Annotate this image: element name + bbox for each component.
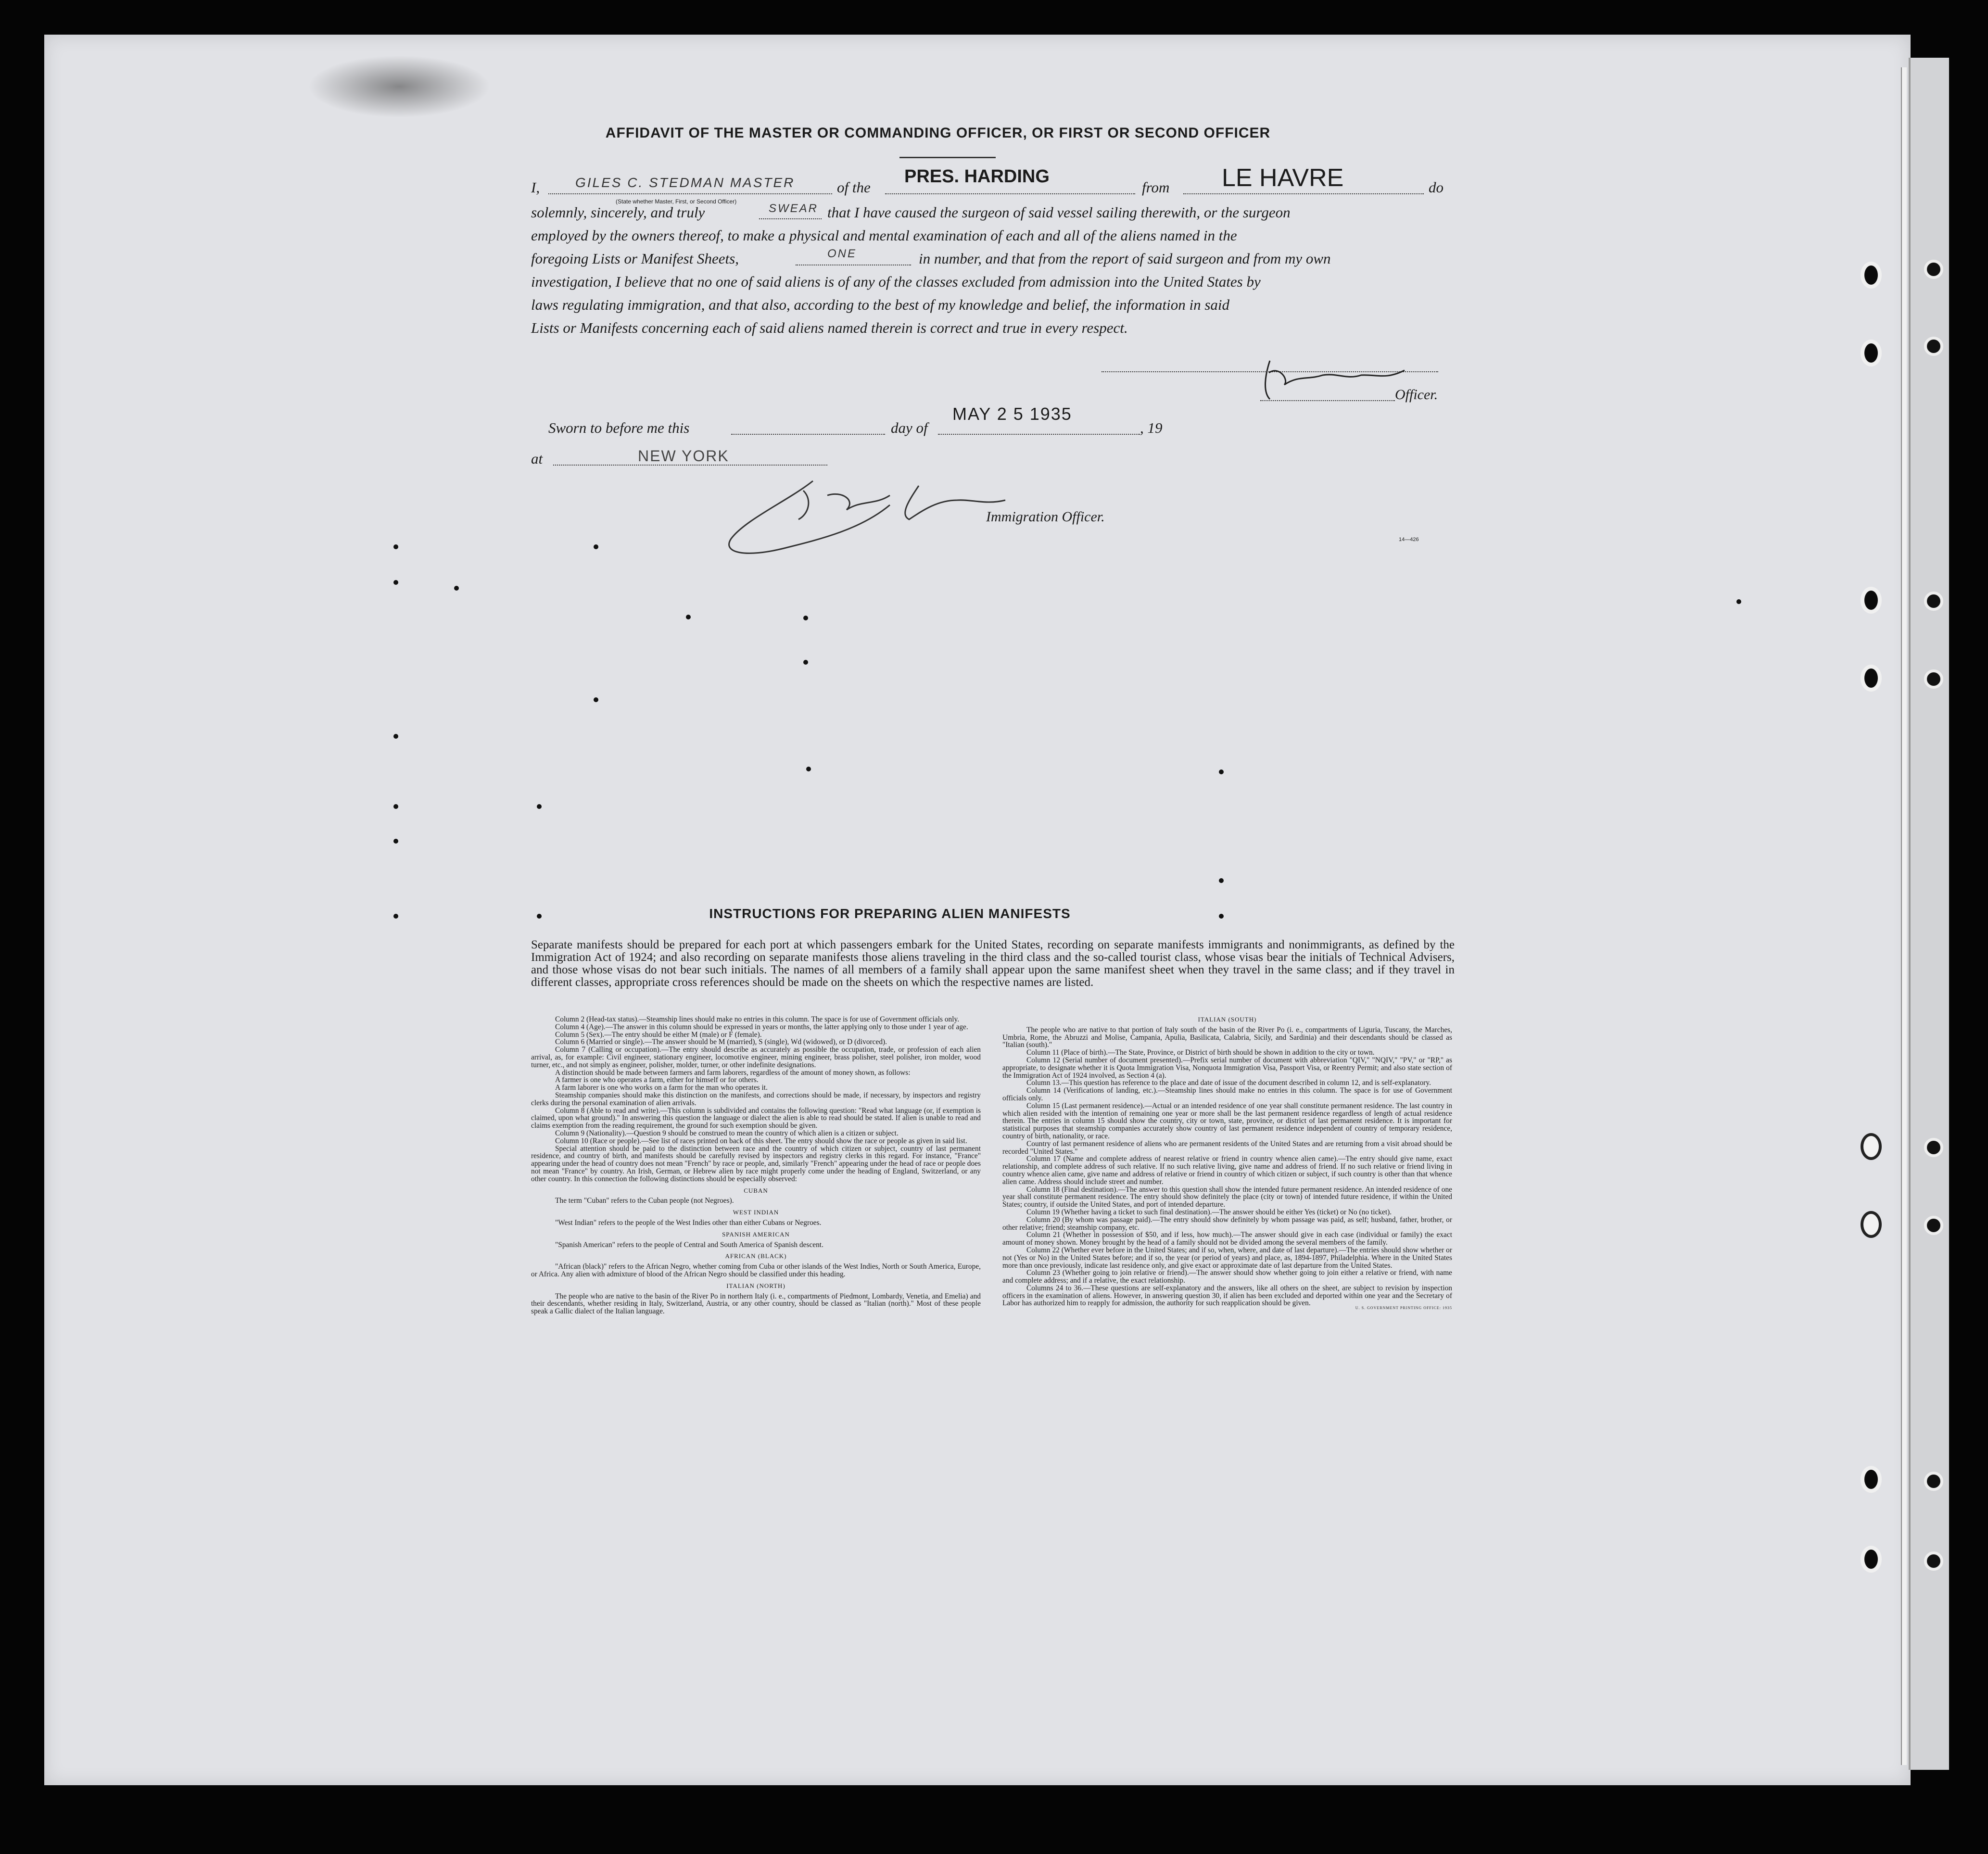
section-heading: ITALIAN (SOUTH) xyxy=(1198,1016,1257,1023)
ink-dot xyxy=(1219,878,1224,883)
affidavit-text: investigation, I believe that no one of said aliens is of any of the classes excluded from admission into the United States by xyxy=(531,273,1261,290)
binding-hole xyxy=(1861,1133,1882,1160)
instruction-paragraph: Column 13.—This question has reference to the place and date of issue of the document described in column 12, and is self-explanatory. xyxy=(1026,1079,1431,1087)
instructions-title: INSTRUCTIONS FOR PREPARING ALIEN MANIFESTS xyxy=(709,906,1071,921)
section-heading: SPANISH AMERICAN xyxy=(722,1230,790,1238)
binding-hole xyxy=(1861,262,1882,289)
ink-smudge xyxy=(308,55,491,118)
instruction-paragraph: Steamship companies should make this distinction on the manifests, and corrections should be made, if necessary, by inspectors and registry clerks during the personal examination of alien arrivals. xyxy=(531,1091,981,1107)
instruction-paragraph: Special attention should be paid to the distinction between race and the country of which citizen or subject, country of last permanent residence, and country of birth, and manifests should be carefully revised by inspectors and registry clerks in this regard. For instance, "France" appearing under the head of country does not mean "French" by race or people, and, similarly "French" appearing under the head of race or people does not mean "France" by country. An Irish, German, or Hebrew alien by race might properly come under the heading of England, Switzerland, or any other country. In this connection the following distinctions should be especially observed: xyxy=(531,1144,981,1183)
instruction-paragraph: Column 18 (Final destination).—The answer to this question shall show the intended future permanent residence. An intended residence of one year shall constitute permanent residence. The entry should show definitely the place (city or town) of intended future residence, if within the United States; country, if outside the United States, and port of intended departure. xyxy=(1002,1185,1452,1209)
binding-hole xyxy=(1924,669,1943,689)
binding-hole xyxy=(1924,337,1943,356)
at-label: at xyxy=(531,450,543,467)
ink-dot xyxy=(393,804,398,809)
instruction-paragraph: Column 19 (Whether having a ticket to such final destination).—The answer should be either Yes (ticket) or No (no ticket). xyxy=(1026,1208,1392,1216)
date-line xyxy=(938,434,1140,435)
officer-signature xyxy=(1260,346,1414,409)
binding-hole xyxy=(1924,1551,1943,1571)
instruction-paragraph: "Spanish American" refers to the people of Central and South America of Spanish descent. xyxy=(555,1240,823,1249)
ink-dot xyxy=(393,914,398,919)
affidavit-text: employed by the owners thereof, to make a physical and mental examination of each and all of the aliens named in the xyxy=(531,227,1237,244)
sworn-text: day of xyxy=(891,419,928,436)
printer-imprint: U. S. GOVERNMENT PRINTING OFFICE: 1935 xyxy=(1355,1306,1452,1311)
ink-dot xyxy=(594,697,598,702)
officer-label: Officer. xyxy=(1395,387,1438,403)
form-number: 14—426 xyxy=(1399,537,1419,542)
affidavit-text: foregoing Lists or Manifest Sheets, xyxy=(531,250,739,267)
vessel-line xyxy=(885,193,1135,194)
title-rule xyxy=(899,157,996,158)
binding-hole xyxy=(1861,1546,1882,1573)
instruction-paragraph: Column 6 (Married or single).—The answer should be M (married), S (single), Wd (widowed), or D (divorced). xyxy=(555,1038,887,1047)
binding-hole xyxy=(1861,1466,1882,1493)
affidavit-text: laws regulating immigration, and that also, according to the best of my knowledge and belief, the information in said xyxy=(531,296,1230,313)
instruction-paragraph: Column 7 (Calling or occupation).—The entry should describe as accurately as possible the occupation, trade, or profession of each alien arrival, as, for example: Civil engineer, stationary engineer, locomotive engineer, mining engineer, brass polisher, steel polisher, iron molder, wood turner, etc., and not simply as engineer, polisher, molder, turner, or other indefinite designations. xyxy=(531,1046,981,1069)
master-name: GILES C. STEDMAN MASTER xyxy=(575,175,795,190)
immigration-officer-signature xyxy=(717,471,1025,568)
binding-hole xyxy=(1861,1211,1882,1238)
sworn-text: Sworn to before me this xyxy=(548,419,690,436)
instruction-paragraph: "West Indian" refers to the people of the West Indies other than either Cubans or Negroes. xyxy=(555,1218,822,1227)
ink-dot xyxy=(803,616,808,620)
binding-hole xyxy=(1924,1216,1943,1235)
instruction-paragraph: The term "Cuban" refers to the Cuban people (not Negroes). xyxy=(555,1197,734,1205)
day-line xyxy=(731,434,885,435)
instruction-paragraph: Column 17 (Name and complete address of nearest relative or friend in country whence alien came).—The entry should give name, exact relationship, and complete address of such relative. If no such relative living, give name and address of friend. If no such relative or friend living in country whence alien came, give name and address of relative or friend in country of which citizen or subject, if such country is other than that whence alien came. Address should include street and number. xyxy=(1002,1155,1452,1186)
sheets-count: ONE xyxy=(827,247,857,260)
instruction-paragraph: Column 2 (Head-tax status).—Steamship lines should make no entries in this column. The space is for use of Government officials only. xyxy=(555,1015,960,1023)
ink-dot xyxy=(1219,769,1224,774)
instructions-right-column xyxy=(1002,1016,1452,1312)
instruction-paragraph: Column 23 (Whether going to join relative or friend).—The answer should show whether going to join either a relative or friend, with name and complete address; and if a relative, the exact relationship. xyxy=(1002,1269,1452,1285)
binding-hole xyxy=(1861,665,1882,692)
date-stamp: MAY 2 5 1935 xyxy=(952,404,1072,424)
ink-dot xyxy=(803,660,808,665)
binding-hole xyxy=(1861,587,1882,614)
ink-dot xyxy=(393,544,398,549)
ink-dot xyxy=(537,914,542,919)
affidavit-text: from xyxy=(1142,179,1170,196)
instruction-paragraph: "African (black)" refers to the African Negro, whether coming from Cuba or other islands of the West Indies, North or South America, Europe, or Africa. Any alien with admixture of blood of the African Negro should be classified under this heading. xyxy=(531,1262,981,1278)
sworn-text: , 19 xyxy=(1140,419,1163,436)
swear-line xyxy=(759,218,822,219)
ink-dot xyxy=(1219,914,1224,919)
section-heading: WEST INDIAN xyxy=(733,1209,779,1216)
binding-edge xyxy=(1901,67,1907,1765)
instruction-paragraph: Column 14 (Verifications of landing, etc.).—Steamship lines should make no entries in this column. The space is for use of Government officials only. xyxy=(1002,1086,1452,1102)
master-name-line xyxy=(548,193,832,194)
vessel-name: PRES. HARDING xyxy=(904,166,1050,187)
instruction-paragraph: Column 20 (By whom was passage paid).—The entry should show definitely by whom passage was paid, as self; husband, father, brother, or other relative; friend; steamship company, etc. xyxy=(1002,1215,1452,1232)
ink-dot xyxy=(806,767,811,771)
ink-dot xyxy=(686,615,691,619)
port-name: LE HAVRE xyxy=(1222,164,1344,192)
instruction-paragraph: A farmer is one who operates a farm, either for himself or for others. xyxy=(555,1076,759,1085)
instruction-paragraph: Column 8 (Able to read and write).—This column is subdivided and contains the following question: "Read what language (or, if exemption is claimed, upon what ground)." In answering this question the language or dialect the alien is able to read should be stated. If alien is unable to read and claims exemption from the reading requirement, the ground for such exemption should be given. xyxy=(531,1106,981,1130)
instruction-paragraph: Column 4 (Age).—The answer in this column should be expressed in years or months, the latter applying only to those under 1 year of age. xyxy=(555,1022,968,1031)
ink-dot xyxy=(594,544,598,549)
instruction-paragraph: Column 21 (Whether in possession of $50, and if less, how much).—The answer should give in each case (individual or family) the exact amount of money shown. Money brought by the head of a family should not be divided among the several members of the family. xyxy=(1002,1231,1452,1247)
instruction-paragraph: Column 22 (Whether ever before in the United States; and if so, when, where, and date of last departure).—The entries should show whether or not (Yes or No) in the United States before; and if so, the year (or period of years) and place, as, 1894-1897, Philadelphia. Where in the United States more than once previously, indicate last residence only, and give exact or approximate date of last departure from the United States. xyxy=(1002,1246,1452,1270)
instruction-paragraph: A farm laborer is one who works on a farm for the man who operates it. xyxy=(555,1084,768,1092)
instruction-paragraph: Column 10 (Race or people).—See list of races printed on back of this sheet. The entry should show the race or people as given in said list. xyxy=(555,1136,967,1145)
instruction-paragraph: Column 15 (Last permanent residence).—Actual or an intended residence of one year shall constitute permanent residence. The last country in which alien resided with the intention of remaining one year or more shall be the last permanent residence regardless of length of actual residence therein. The entries in column 15 should show the country, city or town, state, province, or district of last permanent residence. It is important for statistical purposes that steamship companies accurately show country of last permanent residence independent of country of temporary residence, country of birth, nationality, or race. xyxy=(1002,1101,1452,1140)
affidavit-text: I, xyxy=(531,179,540,196)
affidavit-text: Lists or Manifests concerning each of said aliens named therein is correct and true in every respect. xyxy=(531,319,1128,336)
binding-hole xyxy=(1861,340,1882,366)
affidavit-text: of the xyxy=(837,179,871,196)
instruction-paragraph: Column 5 (Sex).—The entry should be either M (male) or F (female). xyxy=(555,1030,762,1039)
section-heading: CUBAN xyxy=(744,1186,768,1194)
ink-dot xyxy=(393,734,398,739)
instruction-paragraph: Column 12 (Serial number of document presented).—Prefix serial number of document with abbreviation "QIV," "NQIV," "PV," or "RP," as appropriate, to designate whether it is Quota Immigration Visa, Nonquota Immigration Visa, Passport Visa, or Reentry Permit; and also state section of the Immigration Act of 1924 involved, as Section 4 (a). xyxy=(1002,1056,1452,1080)
swear-word: SWEAR xyxy=(769,202,819,215)
section-heading: ITALIAN (NORTH) xyxy=(726,1282,785,1289)
section-heading: AFRICAN (BLACK) xyxy=(725,1252,787,1260)
ink-dot xyxy=(537,804,542,809)
binding-hole xyxy=(1924,1138,1943,1157)
affidavit-text: that I have caused the surgeon of said vessel sailing therewith, or the surgeon xyxy=(827,204,1291,221)
instruction-paragraph: A distinction should be made between farmers and farm laborers, regardless of the amount of money shown, as follows: xyxy=(555,1068,911,1077)
instruction-paragraph: Country of last permanent residence of aliens who are permanent residents of the United States and are returning from a visit abroad should be recorded "United States." xyxy=(1002,1139,1452,1156)
immigration-officer-label: Immigration Officer. xyxy=(986,509,1105,525)
binding-hole xyxy=(1924,260,1943,279)
ink-dot xyxy=(454,586,459,591)
binding-hole xyxy=(1924,592,1943,611)
ink-dot xyxy=(393,839,398,844)
instruction-paragraph: Columns 24 to 36.—These questions are self-explanatory and the answers, like all others on the sheet, are subject to revision by inspection officers in the examination of aliens. However, in answering question 30, if alien has been excluded and deported within one year and the Secretary of Labor has authorized him to reapply for admission, the authority for such reapplication should be given. xyxy=(1002,1284,1452,1308)
instructions-intro: Separate manifests should be prepared for each port at which passengers embark for the United States, recording on separate manifests immigrants and nonimmigrants, as defined by the Immigration Act of 1924; and also recording on separate manifests those aliens traveling in the third class and the so-called tourist class, whose visas bear the initials of Technical Advisers, and those whose visas do not bear such initials. The names of all members of a family shall appear upon the same manifest sheet when they travel in the same class; and if they travel in different classes, appropriate cross references should be made on the sheets on which the respective names are listed. xyxy=(531,938,1455,989)
instruction-paragraph: The people who are native to the basin of the River Po in northern Italy (i. e., compartments of Piedmont, Lombardy, Venetia, and Emelia) and their descendants, whether residing in Italy, Switzerland, Austria, or any other country, should be classed as "Italian (north)." Most of these people speak a Gallic dialect of the Italian language. xyxy=(531,1292,981,1316)
port-line xyxy=(1183,193,1424,194)
rank-note: (State whether Master, First, or Second Officer) xyxy=(616,198,737,205)
affidavit-title: AFFIDAVIT OF THE MASTER OR COMMANDING OFFICER, OR FIRST OR SECOND OFFICER xyxy=(605,125,1271,141)
instruction-paragraph: Column 11 (Place of birth).—The State, Province, or District of birth should be shown in addition to the city or town. xyxy=(1026,1048,1375,1057)
ink-dot xyxy=(1736,599,1741,604)
affidavit-text: solemnly, sincerely, and truly xyxy=(531,204,705,221)
affidavit-text: in number, and that from the report of said surgeon and from my own xyxy=(919,250,1331,267)
binding-hole xyxy=(1924,1472,1943,1491)
ink-dot xyxy=(393,580,398,585)
place-stamp: NEW YORK xyxy=(638,447,729,465)
instruction-paragraph: Column 9 (Nationality).—Question 9 should be construed to mean the country of which alien is a citizen or subject. xyxy=(555,1129,899,1137)
instructions-left-column xyxy=(531,1016,981,1315)
affidavit-text: do xyxy=(1429,179,1444,196)
binding-strip xyxy=(1909,58,1949,1770)
instruction-paragraph: The people who are native to that portion of Italy south of the basin of the River Po (i. e., compartments of Liguria, Tuscany, the Marches, Umbria, Rome, the Abruzzi and Molise, Campania, Apulia, Basilicata, Calabria, Sicily, and Sardinia) and their descendants should be classed as "Italian (south)." xyxy=(1002,1025,1452,1049)
